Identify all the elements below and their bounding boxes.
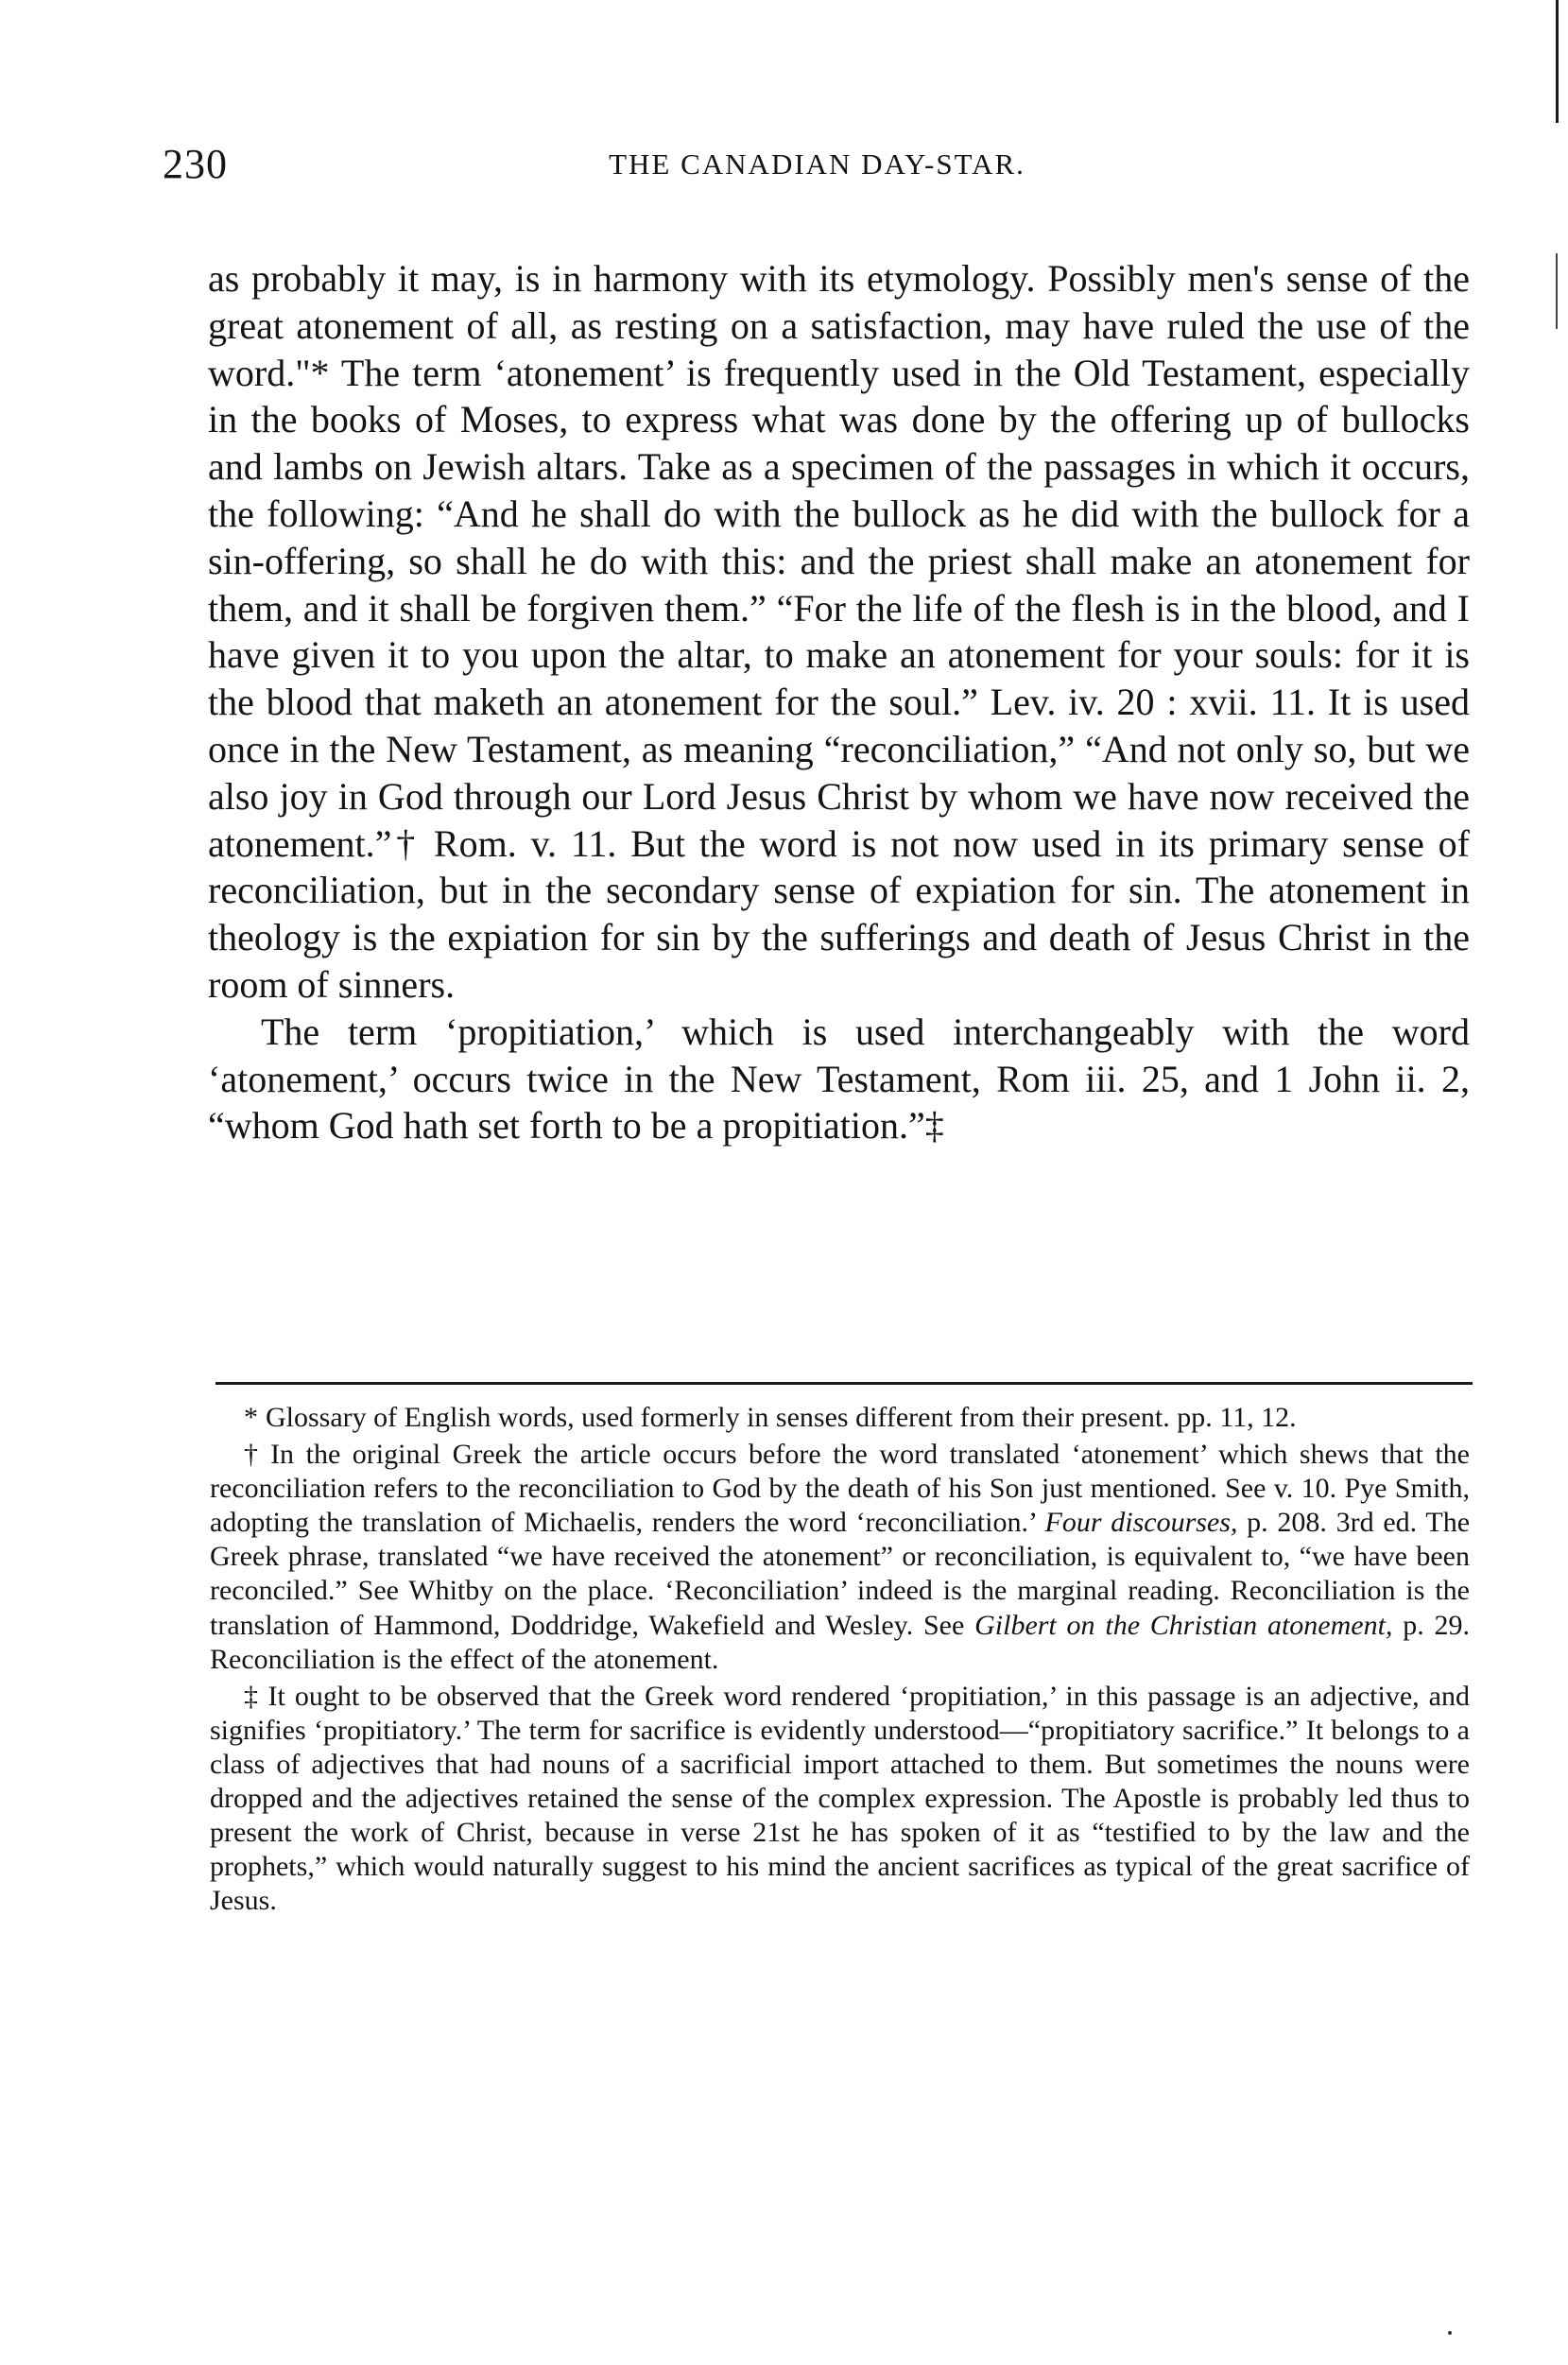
footnote-1-mark: *: [244, 1402, 258, 1433]
page-header: [163, 140, 1472, 197]
running-title: THE CANADIAN DAY-STAR.: [609, 147, 1025, 181]
footnote-2-text-c: p. 29. Reconciliation is the effect of the atonement.: [210, 1609, 1471, 1675]
footnote-2: [210, 1438, 1470, 1677]
scan-edge-mark-lower: [1556, 253, 1558, 329]
footnotes: [210, 1401, 1470, 1918]
footnote-1: [210, 1401, 1470, 1435]
footnote-2-text-b: p. 208. 3rd ed. The Greek phrase, translated “we have received the atonement” or reconciliation, is equivalent to, “we have been reconciled.” See Whitby on the place. ‘Reconciliation’ indeed is the marginal reading. Reconciliation is the translation of Hammond, Doddridge, Wakefield and Wesley. See: [210, 1507, 1471, 1641]
footnote-2-italic-b: Gilbert on the Christian atonement,: [974, 1609, 1393, 1641]
print-speck: [1448, 2331, 1452, 2335]
footnote-2-text-a: In the original Greek the article occurs before the word translated ‘atonement’ which shews that the reconciliation refers to the reconciliation to God by the death of his Son just mentioned. See v. 10. Pye Smith, adopting the translation of Michaelis, renders the word ‘reconciliation.’: [210, 1439, 1470, 1539]
footnote-2-mark: †: [244, 1439, 264, 1471]
footnote-divider: [215, 1382, 1473, 1385]
footnote-2-italic-a: Four discourses,: [1044, 1507, 1238, 1539]
scan-edge-mark: [1556, 0, 1559, 123]
footnote-1-text: Glossary of English words, used formerly in senses different from their present. pp. 11, 12.: [266, 1402, 1297, 1433]
page-number: 230: [163, 141, 228, 187]
footnote-3-mark: ‡: [244, 1680, 261, 1712]
body-paragraph-1: as probably it may, is in harmony with its etymology. Possibly men's sense of the great atonement of all, as resting on a satisfaction, may have ruled the use of the word."* The term ‘atonement’ is frequently used in the Old Testament, especially in the books of Moses, to express what was done by the offering up of bullocks and lambs on Jewish altars. Take as a specimen of the passages in which it occurs, the following: “And he shall do with the bullock as he did with the bullock for a sin-offering, so shall he do with this: and the priest shall make an atonement for them, and it shall be forgiven them.” “For the life of the flesh is in the blood, and I have given it to you upon the altar, to make an atonement for your souls: for it is the blood that maketh an atonement for the soul.” Lev. iv. 20 : xvii. 11. It is used once in the New Testament, as meaning “reconciliation,” “And not only so, but we also joy in God through our Lord Jesus Christ by whom we have now received the atonement.”† Rom. v. 11. But the word is not now used in its primary sense of reconciliation, but in the secondary sense of expiation for sin. The atonement in theology is the expiation for sin by the sufferings and death of Jesus Christ in the room of sinners.: [208, 257, 1470, 1006]
footnote-3: [210, 1680, 1470, 1919]
footnote-3-text: It ought to be observed that the Greek word rendered ‘propitiation,’ in this passage is an adjective, and signifies ‘propitiatory.’ The term for sacrifice is evidently understood—“propitiatory sacrifice.” It belongs to a class of adjectives that had nouns of a sacrificial import attached to them. But sometimes the nouns were dropped and the adjectives retained the sense of the complex expression. The Apostle is probably led thus to present the work of Christ, because in verse 21st he has spoken of it as “testified to by the law and the prophets,” which would naturally suggest to his mind the ancient sacrifices as typical of the great sacrifice of Jesus.: [210, 1680, 1470, 1917]
main-text: [208, 255, 1470, 1149]
body-paragraph-2: The term ‘propitiation,’ which is used interchangeably with the word ‘atonement,’ occurs twice in the New Testament, Rom iii. 25, and 1 John ii. 2, “whom God hath set forth to be a propitiation.”‡: [208, 1010, 1470, 1148]
